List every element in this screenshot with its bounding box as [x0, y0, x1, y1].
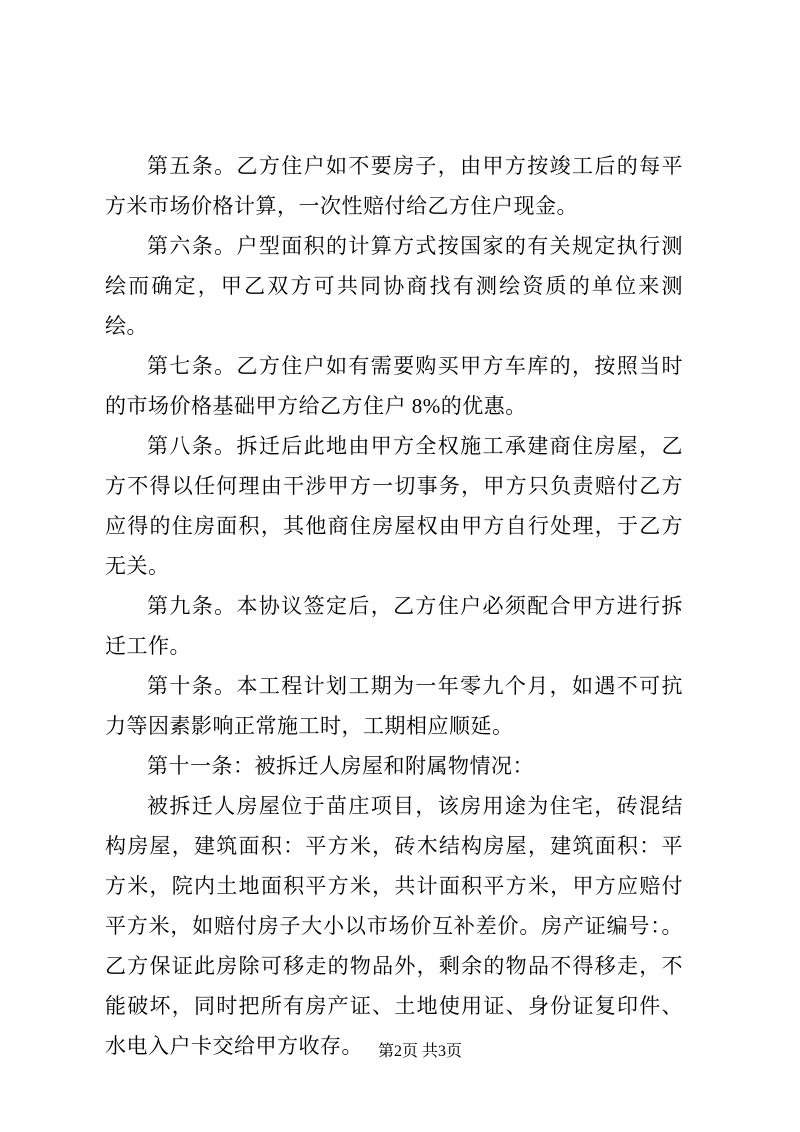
document-body [105, 146, 683, 1066]
page-footer [378, 1042, 462, 1062]
page-number: 第2页 共3页 [377, 1043, 463, 1060]
clause-paragraph-5: 第五条。乙方住户如不要房子，由甲方按竣工后的每平方米市场价格计算，一次性赔付给乙方住户现金。 [105, 154, 683, 218]
clause-paragraph-6: 第六条。户型面积的计算方式按国家的有关规定执行测绘而确定，甲乙双方可共同协商找有测绘资质的单位来测绘。 [105, 234, 683, 338]
clause-paragraph-11: 第十一条：被拆迁人房屋和附属物情况： [147, 754, 534, 778]
clause-paragraph-10: 第十条。本工程计划工期为一年零九个月，如遇不可抗力等因素影响正常施工时，工期相应顺延。 [105, 674, 683, 738]
clause-paragraph-7: 第七条。乙方住户如有需要购买甲方车库的，按照当时的市场价格基础甲方给乙方住户 8%的优惠。 [105, 354, 683, 418]
property-details-paragraph: 被拆迁人房屋位于苗庄项目，该房用途为住宅，砖混结构房屋，建筑面积：平方米，砖木结构房屋，建筑面积：平方米，院内土地面积平方米，共计面积平方米，甲方应赔付平方米，如赔付房子大小以市场价互补差价。房产证编号：。乙方保证此房除可移走的物品外，剩余的物品不得移走，不能破坏，同时把所有房产证、土地使用证、身份证复印件、水电入户卡交给甲方收存。 [105, 794, 683, 1058]
clause-paragraph-9: 第九条。本协议签定后，乙方住户必须配合甲方进行拆迁工作。 [105, 594, 683, 658]
clause-paragraph-8: 第八条。拆迁后此地由甲方全权施工承建商住房屋，乙方不得以任何理由干涉甲方一切事务，甲方只负责赔付乙方应得的住房面积，其他商住房屋权由甲方自行处理，于乙方无关。 [105, 434, 683, 578]
